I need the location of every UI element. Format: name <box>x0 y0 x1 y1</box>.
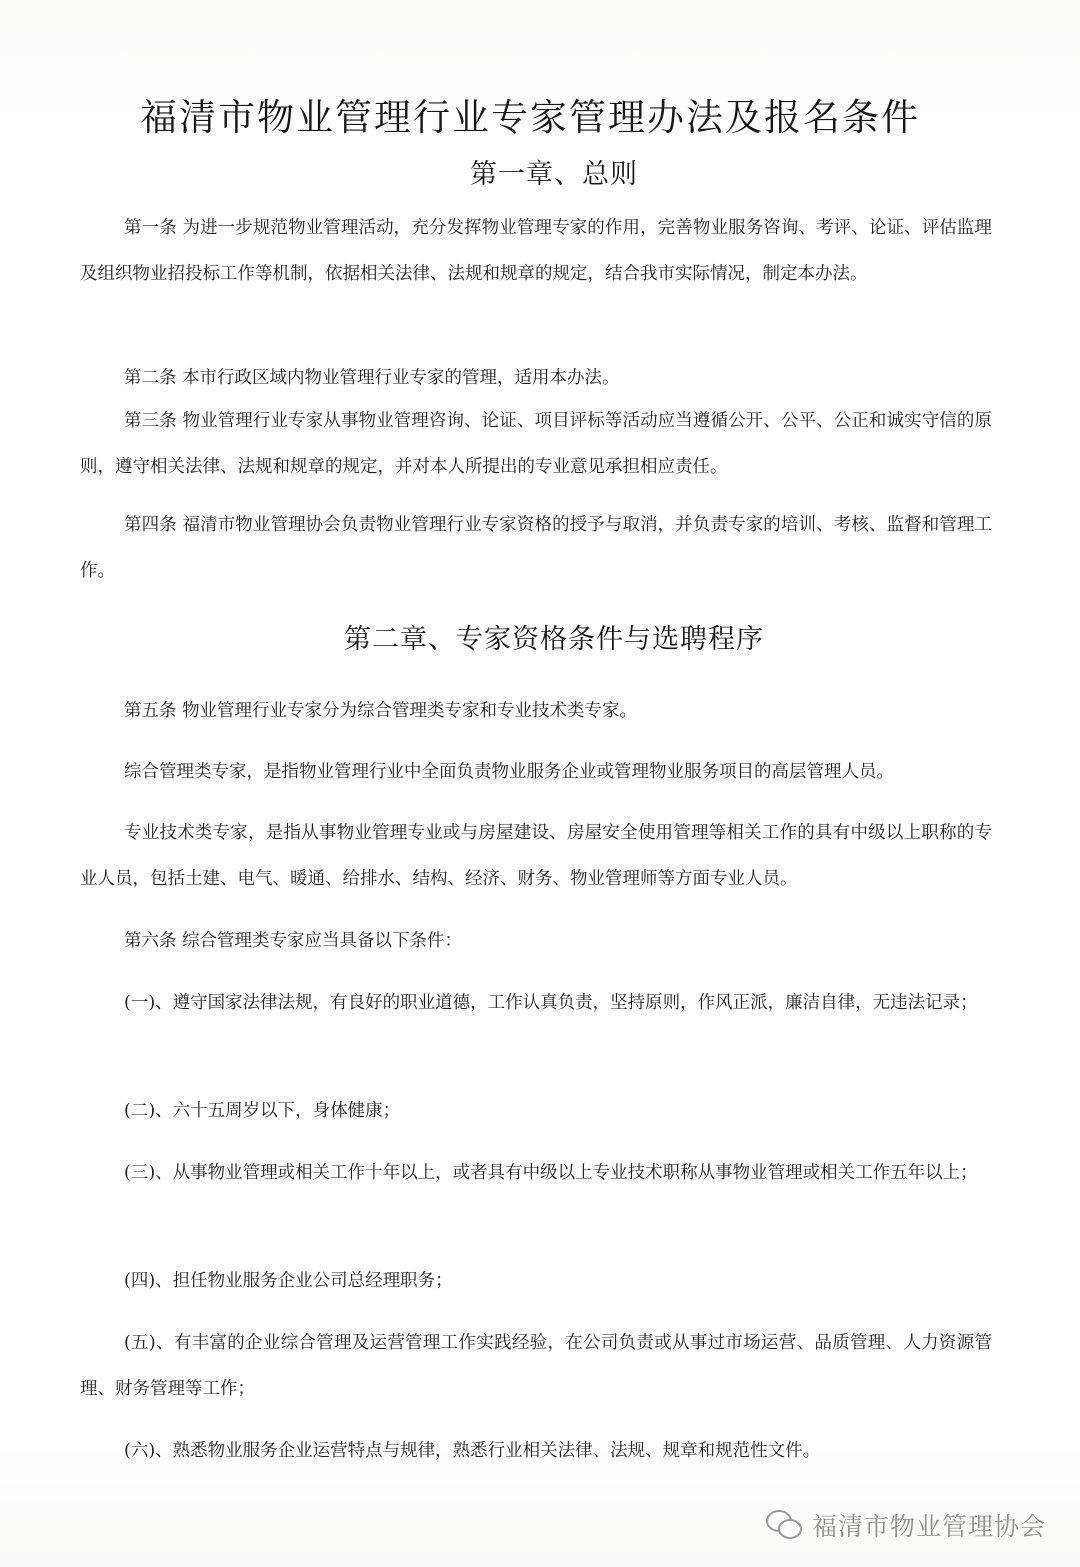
chapter-2-heading: 第二章、专家资格条件与选聘程序 <box>344 624 764 655</box>
article-5: 第五条 物业管理行业专家分为综合管理类专家和专业技术类专家。 <box>124 701 638 721</box>
wechat-icon <box>766 1510 802 1540</box>
article-2: 第二条 本市行政区域内物业管理行业专家的管理，适用本办法。 <box>124 368 620 388</box>
condition-3: (三)、从事物业管理或相关工作十年以上，或者具有中级以上专业技术职称从事物业管理或相关工作五年以上； <box>124 1163 978 1183</box>
chapter-1-heading: 第一章、总则 <box>470 159 638 190</box>
watermark-text: 福清市物业管理协会 <box>811 1512 1046 1541</box>
document-title: 福清市物业管理行业专家管理办法及报名条件 <box>140 96 920 139</box>
definition-general-experts: 综合管理类专家，是指物业管理行业中全面负责物业服务企业或管理物业服务项目的高层管理人员。 <box>124 762 894 782</box>
condition-4: (四)、担任物业服务企业公司总经理职务； <box>124 1271 453 1291</box>
article-6: 第六条 综合管理类专家应当具备以下条件： <box>124 931 463 951</box>
article-1: 第一条 为进一步规范物业管理活动，充分发挥物业管理专家的作用，完善物业服务咨询、考评、论证、评估监理及组织物业招投标工作等机制，依据相关法律、法规和规章的规定，结合我市实际情况，制定本办法。 <box>80 218 992 284</box>
definition-technical-experts: 专业技术类专家，是指从事物业管理专业或与房屋建设、房屋安全使用管理等相关工作的具有中级以上职称的专业人员，包括土建、电气、暖通、给排水、结构、经济、财务、物业管理师等方面专业人员。 <box>80 823 992 889</box>
article-3: 第三条 物业管理行业专家从事物业管理咨询、论证、项目评标等活动应当遵循公开、公平、公正和诚实守信的原则，遵守相关法律、法规和规章的规定，并对本人所提出的专业意见承担相应责任。 <box>80 411 992 477</box>
condition-1: (一)、遵守国家法律法规，有良好的职业道德，工作认真负责，坚持原则，作风正派，廉洁自律，无违法记录； <box>124 993 978 1013</box>
article-4: 第四条 福清市物业管理协会负责物业管理行业专家资格的授予与取消，并负责专家的培训、考核、监督和管理工作。 <box>80 515 992 581</box>
condition-2: (二)、六十五周岁以下，身体健康； <box>124 1101 401 1121</box>
condition-5: (五)、有丰富的企业综合管理及运营管理工作实践经验，在公司负责或从事过市场运营、品质管理、人力资源管理、财务管理等工作； <box>80 1333 992 1399</box>
condition-6: (六)、熟悉物业服务企业运营特点与规律，熟悉行业相关法律、法规、规章和规范性文件。 <box>124 1441 821 1461</box>
account-watermark <box>766 1507 1046 1543</box>
